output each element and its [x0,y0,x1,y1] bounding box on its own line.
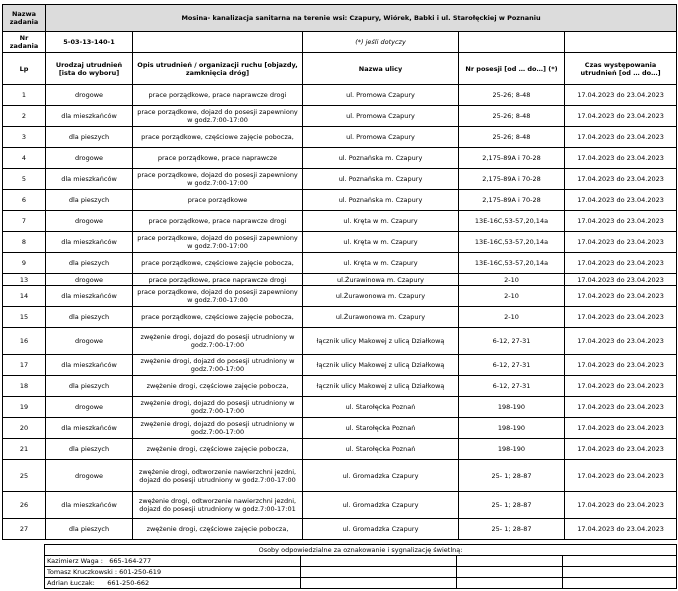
cell-lp: 20 [3,418,46,439]
table-row [3,492,677,519]
cell-desc: prace porządkowe, prace naprawcze drogi [133,85,303,106]
contact-name: Kazimierz Waga : [47,556,103,565]
cell-type: dla pieszych [46,439,133,460]
blank-cell [301,567,457,578]
table-row [3,169,677,190]
cell-numbers: 25-26; 8-48 [459,85,565,106]
cell-desc: zwężenie drogi, odtworzenie nawierzchni jezdni, dojazd do posesji utrudniony w godz.7:00-17:01 [133,492,303,519]
blank-cell [563,567,677,578]
cell-lp: 7 [3,211,46,232]
cell-period: 17.04.2023 do 23.04.2023 [565,127,677,148]
cell-desc: zwężenie drogi, dojazd do posesji utrudniony w godz.7:00-17:00 [133,397,303,418]
table-row [3,460,677,492]
cell-desc: prace porządkowe, dojazd do posesji zapewniony w godz.7:00-17:00 [133,232,303,253]
blank-cell [459,32,565,53]
blank-cell [301,578,457,589]
cell-period: 17.04.2023 do 23.04.2023 [565,85,677,106]
cell-numbers: 13E-16C,53-57,20,14a [459,253,565,274]
cell-street: ul. Poznańska m. Czapury [303,190,459,211]
cell-numbers: 2,175-89A i 70-28 [459,169,565,190]
cell-numbers: 198-190 [459,418,565,439]
cell-street: łącznik ulicy Makowej z ulicą Działkową [303,328,459,355]
cell-desc: prace porządkowe, częściowe zajęcie pobocza, [133,307,303,328]
blank-cell [457,556,563,567]
table-row [3,106,677,127]
blank-cell [457,567,563,578]
cell-numbers: 25- 1; 28-87 [459,519,565,540]
table-row [3,376,677,397]
cell-desc: prace porządkowe, prace naprawcze drogi [133,274,303,286]
cell-period: 17.04.2023 do 23.04.2023 [565,211,677,232]
contact-name: Tomasz Kruczkowski : 601-250-619 [47,567,162,576]
cell-lp: 21 [3,439,46,460]
table-row [3,148,677,169]
contacts-caption-row [45,545,677,556]
cell-lp: 18 [3,376,46,397]
cell-numbers: 13E-16C,53-57,20,14a [459,232,565,253]
cell-period: 17.04.2023 do 23.04.2023 [565,355,677,376]
cell-lp: 16 [3,328,46,355]
cell-type: dla mieszkańców [46,355,133,376]
table-row [3,418,677,439]
cell-type: dla mieszkańców [46,169,133,190]
cell-desc: zwężenie drogi, częściowe zajęcie pobocza, [133,376,303,397]
cell-type: dla pieszych [46,253,133,274]
cell-type: dla mieszkańców [46,286,133,307]
note-text: (*) jeśli dotyczy [303,32,459,53]
cell-numbers: 2-10 [459,307,565,328]
table-row [3,232,677,253]
cell-period: 17.04.2023 do 23.04.2023 [565,169,677,190]
blank-cell [301,556,457,567]
cell-street: ul. Kręta w m. Czapury [303,253,459,274]
cell-numbers: 6-12, 27-31 [459,376,565,397]
cell-desc: prace porządkowe, prace naprawcze drogi [133,211,303,232]
contact-row [45,567,677,578]
cell-type: dla pieszych [46,190,133,211]
cell-desc: prace porządkowe [133,190,303,211]
task-no-value: 5-03-13-140-1 [46,32,133,53]
cell-numbers: 2,175-89A i 70-28 [459,190,565,211]
task-number-row [3,32,677,53]
cell-lp: 14 [3,286,46,307]
cell-street: łącznik ulicy Makowej z ulicą Działkową [303,355,459,376]
cell-lp: 25 [3,460,46,492]
obstruction-table [2,4,677,540]
cell-period: 17.04.2023 do 23.04.2023 [565,148,677,169]
cell-numbers: 25-26; 8-48 [459,106,565,127]
cell-period: 17.04.2023 do 23.04.2023 [565,492,677,519]
contact-phone: 661-250-662 [107,578,150,587]
cell-lp: 9 [3,253,46,274]
cell-period: 17.04.2023 do 23.04.2023 [565,286,677,307]
cell-numbers: 25- 1; 28-87 [459,492,565,519]
cell-desc: zwężenie drogi, dojazd do posesji utrudniony w godz.7:00-17:00 [133,418,303,439]
cell-period: 17.04.2023 do 23.04.2023 [565,232,677,253]
cell-desc: prace porządkowe, dojazd do posesji zapewniony w godz.7:00-17:00 [133,169,303,190]
table-row [3,85,677,106]
cell-street: ul. Kręta w m. Czapury [303,211,459,232]
title-row [3,5,677,32]
cell-type: drogowe [46,397,133,418]
cell-lp: 1 [3,85,46,106]
cell-street: ul. Starołęcka Poznań [303,397,459,418]
task-no-label: Nr zadania [3,32,46,53]
cell-period: 17.04.2023 do 23.04.2023 [565,460,677,492]
cell-lp: 26 [3,492,46,519]
cell-period: 17.04.2023 do 23.04.2023 [565,328,677,355]
table-row [3,286,677,307]
blank-cell [565,32,677,53]
table-row [3,519,677,540]
cell-type: drogowe [46,148,133,169]
cell-street: ul. Starołęcka Poznań [303,418,459,439]
contacts-caption: Osoby odpowiedzialne za oznakowanie i sygnalizację świetlną: [45,545,677,556]
cell-desc: prace porządkowe, częściowe zajęcie pobocza, [133,253,303,274]
cell-desc: zwężenie drogi, dojazd do posesji utrudniony w godz.7:00-17:00 [133,328,303,355]
cell-period: 17.04.2023 do 23.04.2023 [565,253,677,274]
cell-type: drogowe [46,85,133,106]
contact-row [45,578,677,589]
task-name-label: Nazwa zadania [3,5,46,32]
table-row [3,328,677,355]
cell-period: 17.04.2023 do 23.04.2023 [565,397,677,418]
contact-phone: 665-164-277 [109,556,152,565]
cell-period: 17.04.2023 do 23.04.2023 [565,307,677,328]
table-row [3,397,677,418]
cell-period: 17.04.2023 do 23.04.2023 [565,106,677,127]
cell-street: ul.Żurawonowa m. Czapury [303,286,459,307]
cell-street: ul. Promowa Czapury [303,106,459,127]
cell-period: 17.04.2023 do 23.04.2023 [565,376,677,397]
cell-desc: zwężenie drogi, częściowe zajęcie pobocza, [133,519,303,540]
cell-lp: 6 [3,190,46,211]
cell-period: 17.04.2023 do 23.04.2023 [565,274,677,286]
cell-street: ul. Poznańska m. Czapury [303,169,459,190]
cell-lp: 17 [3,355,46,376]
cell-numbers: 6-12, 27-31 [459,328,565,355]
col-header-type: Urodzaj utrudnień [ista do wyboru] [46,53,133,85]
cell-desc: prace porządkowe, dojazd do posesji zapewniony w godz.7:00-17:00 [133,286,303,307]
cell-lp: 15 [3,307,46,328]
cell-street: ul.Żurawinowa m. Czapury [303,274,459,286]
cell-street: ul. Starołęcka Poznań [303,439,459,460]
cell-street: ul. Promowa Czapury [303,127,459,148]
cell-desc: zwężenie drogi, odtworzenie nawierzchni jezdni, dojazd do posesji utrudniony w godz.7:00-17:00 [133,460,303,492]
table-row [3,211,677,232]
table-row [3,274,677,286]
contact-entry [45,578,301,589]
col-header-numbers: Nr posesji [od … do…] (*) [459,53,565,85]
blank-cell [563,556,677,567]
cell-desc: zwężenie drogi, częściowe zajęcie pobocza, [133,439,303,460]
cell-street: ul. Gromadzka Czapury [303,492,459,519]
cell-numbers: 2,175-89A i 70-28 [459,148,565,169]
col-header-desc: Opis utrudnień / organizacji ruchu [objazdy, zamknięcia dróg] [133,53,303,85]
cell-numbers: 25-26; 8-48 [459,127,565,148]
cell-street: ul. Kręta w m. Czapury [303,232,459,253]
cell-lp: 3 [3,127,46,148]
cell-type: dla mieszkańców [46,106,133,127]
table-row [3,307,677,328]
cell-type: dla mieszkańców [46,418,133,439]
blank-cell [457,578,563,589]
cell-numbers: 13E-16C,53-57,20,14a [459,211,565,232]
cell-street: ul. Gromadzka Czapury [303,460,459,492]
contacts-table [44,544,677,589]
table-row [3,439,677,460]
contact-entry [45,567,301,578]
cell-numbers: 2-10 [459,274,565,286]
contact-row [45,556,677,567]
cell-lp: 27 [3,519,46,540]
cell-desc: prace porządkowe, częściowe zajęcie pobocza, [133,127,303,148]
table-row [3,127,677,148]
cell-lp: 4 [3,148,46,169]
cell-type: drogowe [46,211,133,232]
cell-numbers: 198-190 [459,439,565,460]
cell-lp: 2 [3,106,46,127]
blank-cell [133,32,303,53]
cell-street: ul. Gromadzka Czapury [303,519,459,540]
cell-period: 17.04.2023 do 23.04.2023 [565,439,677,460]
cell-type: drogowe [46,328,133,355]
column-header-row [3,53,677,85]
contact-entry [45,556,301,567]
task-title: Mosina- kanalizacja sanitarna na terenie wsi: Czapury, Wiórek, Babki i ul. Starołęckiej w Poznaniu [46,5,677,32]
table-row [3,253,677,274]
cell-type: dla pieszych [46,307,133,328]
cell-type: dla mieszkańców [46,492,133,519]
cell-type: dla pieszych [46,376,133,397]
cell-lp: 5 [3,169,46,190]
col-header-period: Czas występowania utrudnień [od … do…] [565,53,677,85]
cell-type: drogowe [46,274,133,286]
cell-lp: 8 [3,232,46,253]
table-row [3,190,677,211]
contact-name: Adrian Łuczak: [47,578,95,587]
cell-desc: prace porządkowe, dojazd do posesji zapewniony w godz.7:00-17:00 [133,106,303,127]
cell-numbers: 198-190 [459,397,565,418]
cell-numbers: 25- 1; 28-87 [459,460,565,492]
blank-cell [563,578,677,589]
cell-desc: zwężenie drogi, dojazd do posesji utrudniony w godz.7:00-17:00 [133,355,303,376]
cell-numbers: 6-12, 27-31 [459,355,565,376]
cell-type: dla pieszych [46,127,133,148]
cell-type: dla mieszkańców [46,232,133,253]
cell-street: ul. Poznańska m. Czapury [303,148,459,169]
cell-type: dla pieszych [46,519,133,540]
cell-lp: 13 [3,274,46,286]
cell-street: ul. Promowa Czapury [303,85,459,106]
table-row [3,355,677,376]
cell-numbers: 2-10 [459,286,565,307]
col-header-street: Nazwa ulicy [303,53,459,85]
cell-period: 17.04.2023 do 23.04.2023 [565,519,677,540]
cell-lp: 19 [3,397,46,418]
cell-period: 17.04.2023 do 23.04.2023 [565,190,677,211]
cell-period: 17.04.2023 do 23.04.2023 [565,418,677,439]
cell-type: drogowe [46,460,133,492]
cell-desc: prace porządkowe, prace naprawcze [133,148,303,169]
col-header-lp: Lp [3,53,46,85]
cell-street: ul.Żurawonowa m. Czapury [303,307,459,328]
cell-street: łącznik ulicy Makowej z ulicą Działkową [303,376,459,397]
